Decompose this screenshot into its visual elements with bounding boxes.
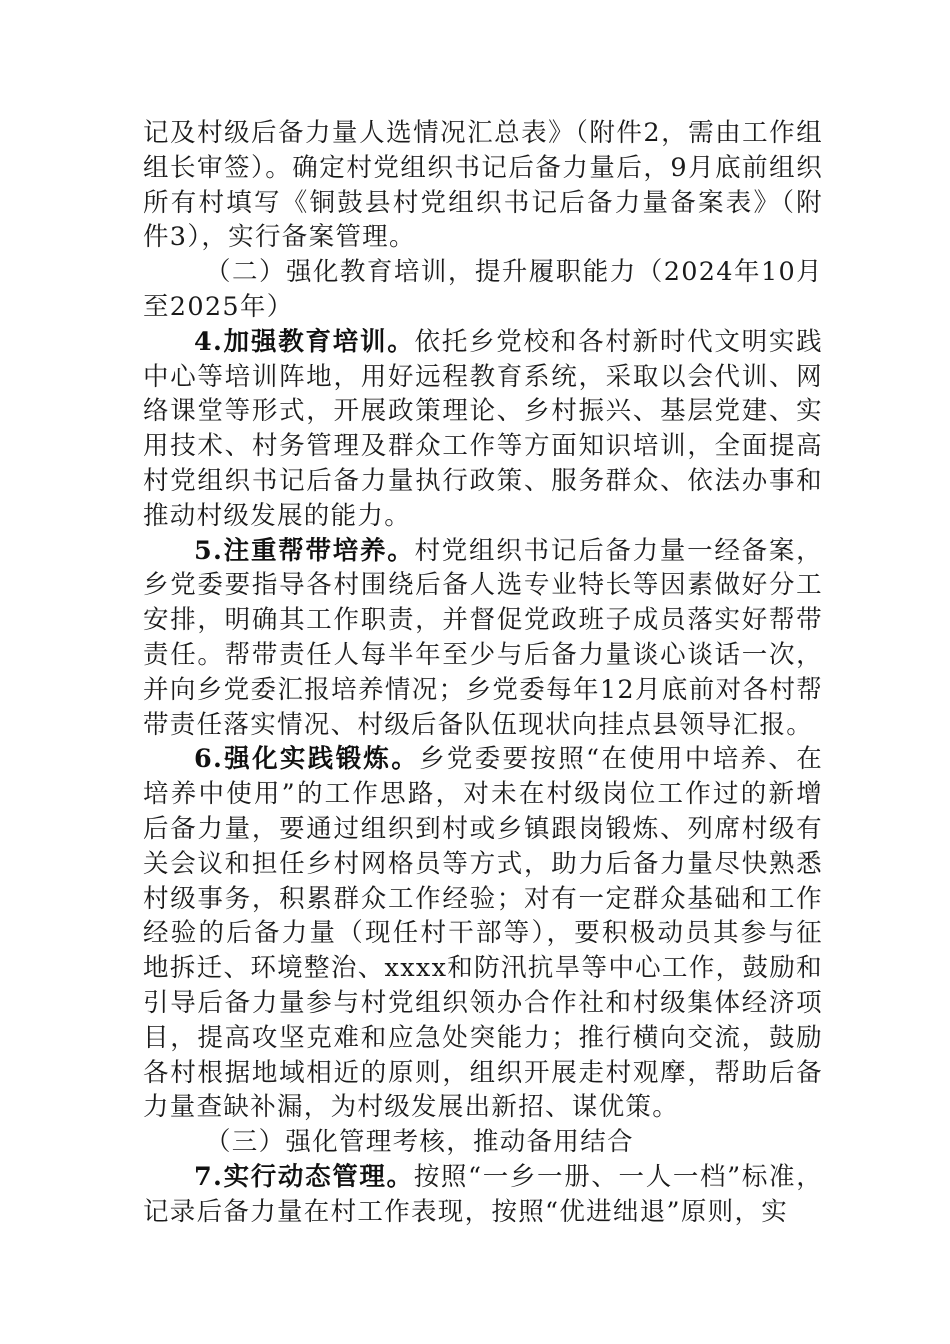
- paragraph-attachment-continuation: [143, 116, 823, 255]
- section-heading-education-training: [143, 255, 823, 325]
- paragraph-text: 记及村级后备力量人选情况汇总表》（附件2，需由工作组组长审签）。确定村党组织书记后备力量后，9月底前组织所有村填写《铜鼓县村党组织书记后备力量备案表》（附件3），实行备案管理。: [143, 118, 823, 253]
- item-text: 乡党委要按照“在使用中培养、在培养中使用”的工作思路，对未在村级岗位工作过的新增后备力量，要通过组织到村或乡镇跟岗锻炼、列席村级有关会议和担任乡村网格员等方式，助力后备力量尽快熟悉村级事务，积累群众工作经验；对有一定群众基础和工作经验的后备力量（现任村干部等），要积极动员其参与征地拆迁、环境整治、xxxx和防汛抗旱等中心工作，鼓励和引导后备力量参与村党组织领办合作社和村级集体经济项目，提高攻坚克难和应急处突能力；推行横向交流，鼓励各村根据地域相近的原则，组织开展走村观摩，帮助后备力量查缺补漏，为村级发展出新招、谋优策。: [143, 744, 823, 1123]
- heading-text: （三）强化管理考核，推动备用结合: [205, 1127, 634, 1158]
- item-lead: 6.强化实践锻炼。: [194, 744, 420, 775]
- item-text: 按照“一乡一册、一人一档”标准，记录后备力量在村工作表现，按照“优进绌退”原则，实: [143, 1161, 824, 1227]
- section-heading-management: [143, 1125, 823, 1160]
- document-body: [143, 116, 823, 1230]
- item-mentoring: [143, 534, 823, 743]
- item-practice: [143, 742, 823, 1125]
- item-education-training: [143, 325, 823, 534]
- item-dynamic-management: [143, 1160, 823, 1230]
- item-lead: 4.加强教育培训。: [194, 326, 415, 357]
- item-lead: 7.实行动态管理。: [194, 1161, 414, 1192]
- heading-text: （二）强化教育培训，提升履职能力（2024年10月至2025年）: [143, 257, 823, 322]
- item-text: 依托乡党校和各村新时代文明实践中心等培训阵地，用好远程教育系统，采取以会代训、网络课堂等形式，开展政策理论、乡村振兴、基层党建、实用技术、村务管理及群众工作等方面知识培训，全面提高村党组织书记后备力量执行政策、服务群众、依法办事和推动村级发展的能力。: [143, 326, 823, 531]
- item-text: 村党组织书记后备力量一经备案，乡党委要指导各村围绕后备人选专业特长等因素做好分工安排，明确其工作职责，并督促党政班子成员落实好帮带责任。帮带责任人每半年至少与后备力量谈心谈话一次，并向乡党委汇报培养情况；乡党委每年12月底前对各村帮带责任落实情况、村级后备队伍现状向挂点县领导汇报。: [143, 535, 823, 740]
- item-lead: 5.注重帮带培养。: [194, 535, 415, 566]
